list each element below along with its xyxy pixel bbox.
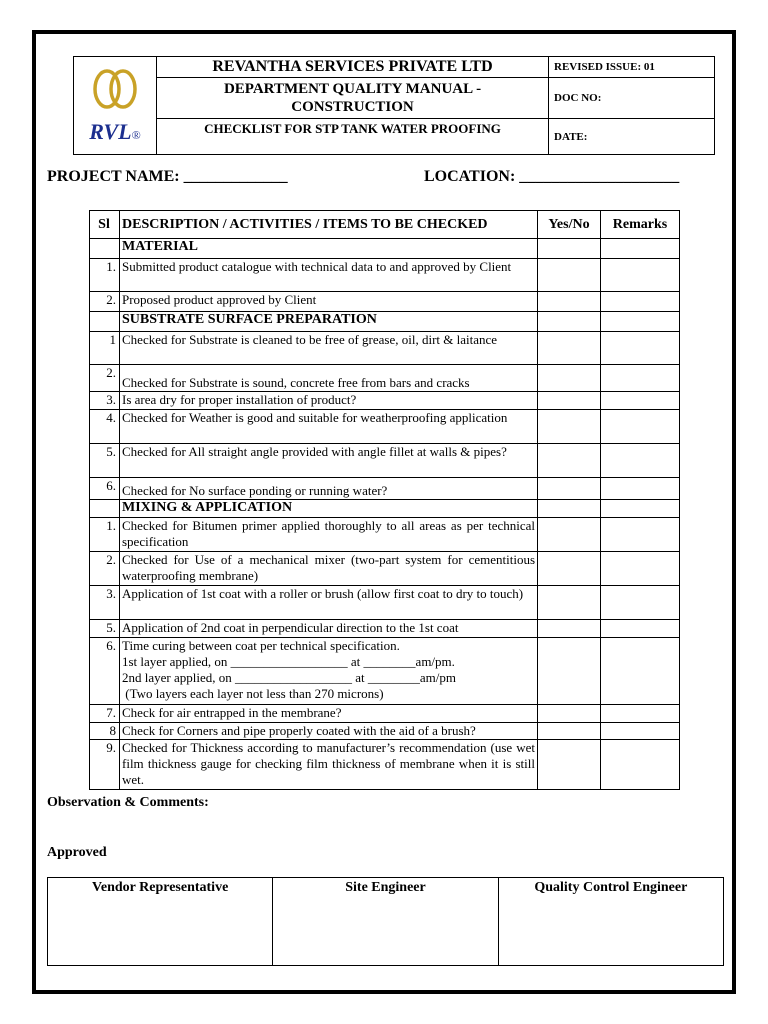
remarks-cell[interactable] — [601, 705, 680, 723]
yes-no-cell[interactable] — [538, 740, 601, 790]
item-description: Proposed product approved by Client — [120, 292, 538, 312]
location-field: LOCATION: ____________________ — [424, 168, 680, 185]
item-sl: 6. — [90, 638, 120, 705]
table-row — [90, 740, 680, 790]
item-sl: 1 — [90, 332, 120, 365]
item-description: Checked for Substrate is cleaned to be free of grease, oil, dirt & laitance — [120, 332, 538, 365]
remarks-cell[interactable] — [601, 312, 680, 332]
signature-table — [47, 877, 724, 966]
vendor-representative-box[interactable]: Vendor Representative — [48, 878, 273, 966]
table-row — [90, 705, 680, 723]
table-row — [90, 586, 680, 620]
item-description: Check for Corners and pipe properly coated with the aid of a brush? — [120, 723, 538, 740]
section-row — [90, 239, 680, 259]
department-title — [157, 78, 549, 119]
yes-no-cell[interactable] — [538, 500, 601, 518]
item-sl: 2. — [90, 292, 120, 312]
item-description: Application of 2nd coat in perpendicular direction to the 1st coat — [120, 620, 538, 638]
section-title: SUBSTRATE SURFACE PREPARATION — [120, 312, 538, 332]
remarks-cell[interactable] — [601, 259, 680, 292]
header-yes-no: Yes/No — [538, 211, 601, 239]
remarks-cell[interactable] — [601, 740, 680, 790]
item-sl: 3. — [90, 392, 120, 410]
document-header — [73, 56, 715, 155]
yes-no-cell[interactable] — [538, 518, 601, 552]
company-logo — [74, 57, 157, 155]
dept-line-1: DEPARTMENT QUALITY MANUAL - — [223, 81, 482, 97]
table-row — [90, 332, 680, 365]
yes-no-cell[interactable] — [538, 723, 601, 740]
table-row — [90, 638, 680, 705]
item-description: Checked for Bitumen primer applied thoroughly to all areas as per technical specification — [120, 518, 538, 552]
item-sl: 2. — [90, 552, 120, 586]
observation-label: Observation & Comments: — [47, 795, 209, 810]
header-remarks: Remarks — [601, 211, 680, 239]
remarks-cell[interactable] — [601, 444, 680, 478]
remarks-cell[interactable] — [601, 478, 680, 500]
table-row — [90, 444, 680, 478]
item-description: Check for air entrapped in the membrane? — [120, 705, 538, 723]
item-description: Checked for Weather is good and suitable for weatherproofing application — [120, 410, 538, 444]
table-row — [90, 292, 680, 312]
yes-no-cell[interactable] — [538, 239, 601, 259]
date-field: DATE: — [549, 119, 715, 155]
item-description-line: 1st layer applied, on __________________ at ________am/pm. — [122, 654, 455, 669]
section-row — [90, 500, 680, 518]
yes-no-cell[interactable] — [538, 705, 601, 723]
table-header-row — [90, 211, 680, 239]
section-row — [90, 312, 680, 332]
remarks-cell[interactable] — [601, 723, 680, 740]
remarks-cell[interactable] — [601, 638, 680, 705]
item-sl: 9. — [90, 740, 120, 790]
section-title: MIXING & APPLICATION — [120, 500, 538, 518]
yes-no-cell[interactable] — [538, 259, 601, 292]
item-description-line: (Two layers each layer not less than 270 microns) — [122, 686, 384, 701]
table-row — [90, 518, 680, 552]
revised-issue: REVISED ISSUE: 01 — [549, 57, 715, 78]
table-row — [90, 723, 680, 740]
yes-no-cell[interactable] — [538, 620, 601, 638]
site-engineer-box[interactable]: Site Engineer — [273, 878, 498, 966]
item-description-line: Time curing between coat per technical specification. — [122, 638, 400, 653]
item-sl: 4. — [90, 410, 120, 444]
item-sl: 7. — [90, 705, 120, 723]
company-name: REVANTHA SERVICES PRIVATE LTD — [157, 57, 549, 78]
table-row — [90, 392, 680, 410]
yes-no-cell[interactable] — [538, 478, 601, 500]
table-row — [90, 620, 680, 638]
rings-logo-icon — [87, 66, 143, 112]
yes-no-cell[interactable] — [538, 292, 601, 312]
remarks-cell[interactable] — [601, 518, 680, 552]
table-row — [90, 478, 680, 500]
yes-no-cell[interactable] — [538, 552, 601, 586]
approved-label: Approved — [47, 845, 107, 860]
item-sl: 2. — [90, 365, 120, 392]
item-description: Checked for Thickness according to manufacturer’s recommendation (use wet film thickness gauge for checking film thickness of membrane when it is still wet. — [120, 740, 538, 790]
remarks-cell[interactable] — [601, 410, 680, 444]
checklist-title: CHECKLIST FOR STP TANK WATER PROOFING — [157, 119, 549, 155]
section-title: MATERIAL — [120, 239, 538, 259]
registered-mark: ® — [131, 128, 141, 142]
item-sl: 6. — [90, 478, 120, 500]
item-description: Checked for Substrate is sound, concrete free from bars and cracks — [120, 365, 538, 392]
yes-no-cell[interactable] — [538, 444, 601, 478]
table-row — [90, 259, 680, 292]
header-description: DESCRIPTION / ACTIVITIES / ITEMS TO BE CHECKED — [120, 211, 538, 239]
yes-no-cell[interactable] — [538, 365, 601, 392]
item-sl: 5. — [90, 444, 120, 478]
remarks-cell[interactable] — [601, 552, 680, 586]
project-name-field: PROJECT NAME: _____________ — [47, 168, 288, 185]
header-sl: Sl — [90, 211, 120, 239]
section-sl-cell — [90, 500, 120, 518]
remarks-cell[interactable] — [601, 332, 680, 365]
checklist-table — [89, 210, 680, 790]
item-description — [120, 638, 538, 705]
table-row — [90, 365, 680, 392]
item-description: Application of 1st coat with a roller or brush (allow first coat to dry to touch) — [120, 586, 538, 620]
remarks-cell[interactable] — [601, 239, 680, 259]
remarks-cell[interactable] — [601, 586, 680, 620]
yes-no-cell[interactable] — [538, 312, 601, 332]
table-row — [90, 552, 680, 586]
item-description: Is area dry for proper installation of product? — [120, 392, 538, 410]
item-description-line: 2nd layer applied, on __________________ at ________am/pm — [122, 670, 456, 685]
yes-no-cell[interactable] — [538, 638, 601, 705]
item-sl: 1. — [90, 518, 120, 552]
doc-no: DOC NO: — [549, 78, 715, 119]
item-description: Checked for Use of a mechanical mixer (two-part system for cementitious waterproofing membrane) — [120, 552, 538, 586]
remarks-cell[interactable] — [601, 620, 680, 638]
item-sl: 3. — [90, 586, 120, 620]
item-description: Checked for All straight angle provided with angle fillet at walls & pipes? — [120, 444, 538, 478]
item-sl: 5. — [90, 620, 120, 638]
table-row — [90, 410, 680, 444]
section-sl-cell — [90, 312, 120, 332]
section-sl-cell — [90, 239, 120, 259]
remarks-cell[interactable] — [601, 392, 680, 410]
remarks-cell[interactable] — [601, 500, 680, 518]
yes-no-cell[interactable] — [538, 392, 601, 410]
yes-no-cell[interactable] — [538, 410, 601, 444]
item-sl: 1. — [90, 259, 120, 292]
dept-line-2: CONSTRUCTION — [291, 99, 414, 115]
yes-no-cell[interactable] — [538, 586, 601, 620]
quality-control-engineer-box[interactable]: Quality Control Engineer — [498, 878, 723, 966]
remarks-cell[interactable] — [601, 292, 680, 312]
logo-text: RVL — [89, 119, 132, 144]
item-description: Submitted product catalogue with technical data to and approved by Client — [120, 259, 538, 292]
remarks-cell[interactable] — [601, 365, 680, 392]
item-sl: 8 — [90, 723, 120, 740]
item-description: Checked for No surface ponding or running water? — [120, 478, 538, 500]
yes-no-cell[interactable] — [538, 332, 601, 365]
